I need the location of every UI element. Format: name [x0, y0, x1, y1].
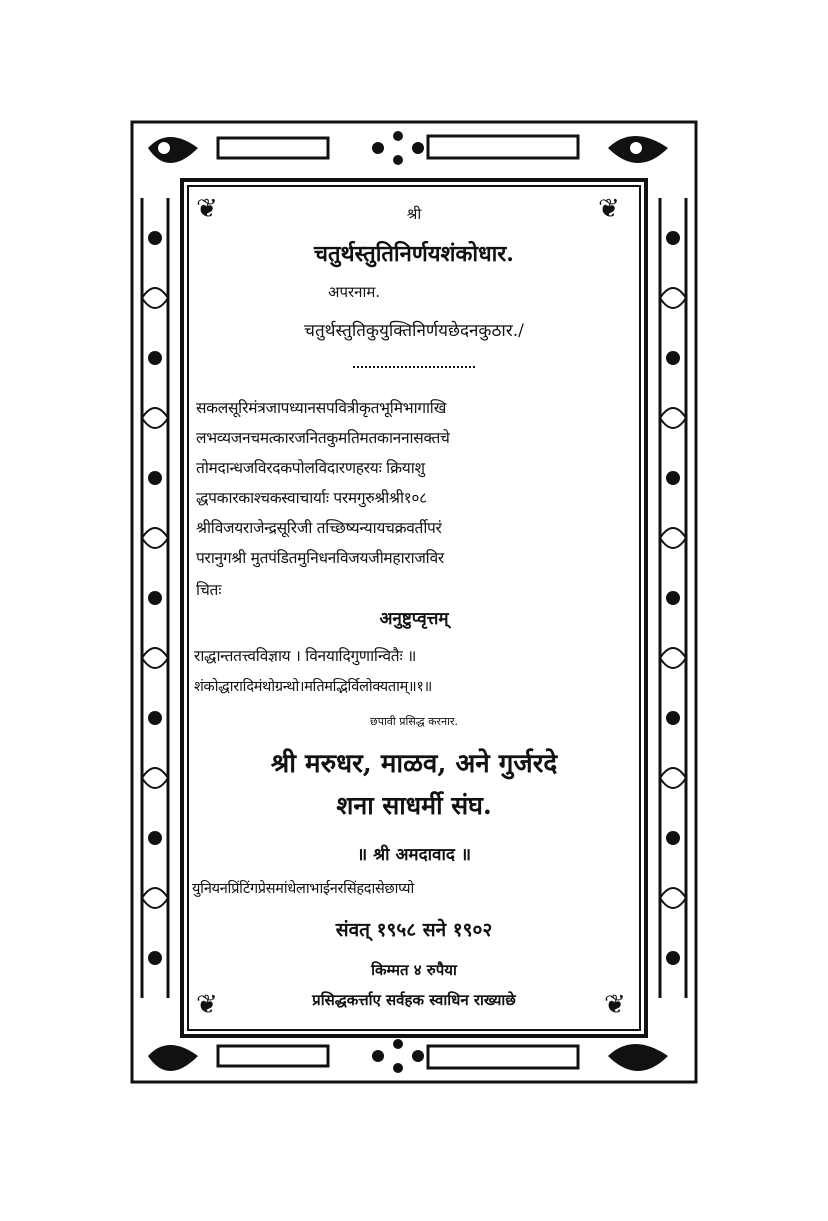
body-line: सकलसूरिमंत्रजापध्यानसपवित्रीकृतभूमिभागाखि [196, 399, 447, 417]
body-line: श्रीविजयराजेन्द्रसूरिजी तच्छिष्यन्यायचक्रवर्तीपरं [196, 519, 442, 537]
invocation: श्री [406, 205, 422, 223]
body-line: लभव्यजनचमत्कारजनितकुमतिमतकाननासक्तचे [196, 429, 450, 447]
press-line: युनियनप्रिंटिंगप्रेसमांधेलाभाईनरसिंहदासेछाप्यो [192, 881, 414, 897]
publisher-label: छपावी प्रसिद्ध करनार. [370, 715, 458, 728]
verse-line: शंकोद्धारादिमंथोग्रन्थो।मतिमद्भिर्विलोक्यताम्॥१॥ [194, 679, 433, 695]
divider [353, 366, 475, 368]
floral-corner-icon: ❦ [598, 194, 620, 224]
title-page-content [188, 188, 640, 1030]
rights-line: प्रसिद्धकर्त्ताए सर्वहक स्वाधिन राख्याछे [312, 991, 516, 1009]
body-line: तोमदान्धजविरदकपोलविदारणहरयः क्रियाशु [196, 459, 425, 477]
floral-corner-icon: ❦ [604, 990, 626, 1020]
page-title: चतुर्थस्तुतिनिर्णयशंकोधार. [314, 241, 514, 267]
floral-corner-icon: ❦ [196, 194, 218, 224]
alt-title: चतुर्थस्तुतिकुयुक्तिनिर्णयछेदनकुठार./ [304, 321, 524, 341]
body-line: चितः [196, 581, 222, 599]
verse-label: अनुष्टुप्वृत्तम् [379, 609, 449, 629]
price-line: किम्मत ४ रुपैया [371, 961, 457, 979]
body-line: परानुगश्री मुतपंडितमुनिधनविजयजीमहाराजविर [196, 549, 444, 567]
publisher-line: श्री मरुधर, माळव, अने गुर्जरदे [270, 749, 558, 779]
body-line: द्धपकारकाश्चकस्वाचार्याः परमगुरुश्रीश्री१०८ [196, 489, 427, 507]
publisher-line: शना साधर्मी संघ. [336, 791, 492, 820]
verse-line: राद्धान्ततत्त्वविज्ञाय । विनयादिगुणान्वितैः ॥ [194, 647, 417, 665]
city: ॥ श्री अमदावाद ॥ [356, 845, 472, 865]
alt-name-label: अपरनाम. [328, 283, 381, 301]
floral-corner-icon: ❦ [196, 990, 218, 1020]
date-line: संवत् १९५८ सने १९०२ [335, 919, 493, 941]
